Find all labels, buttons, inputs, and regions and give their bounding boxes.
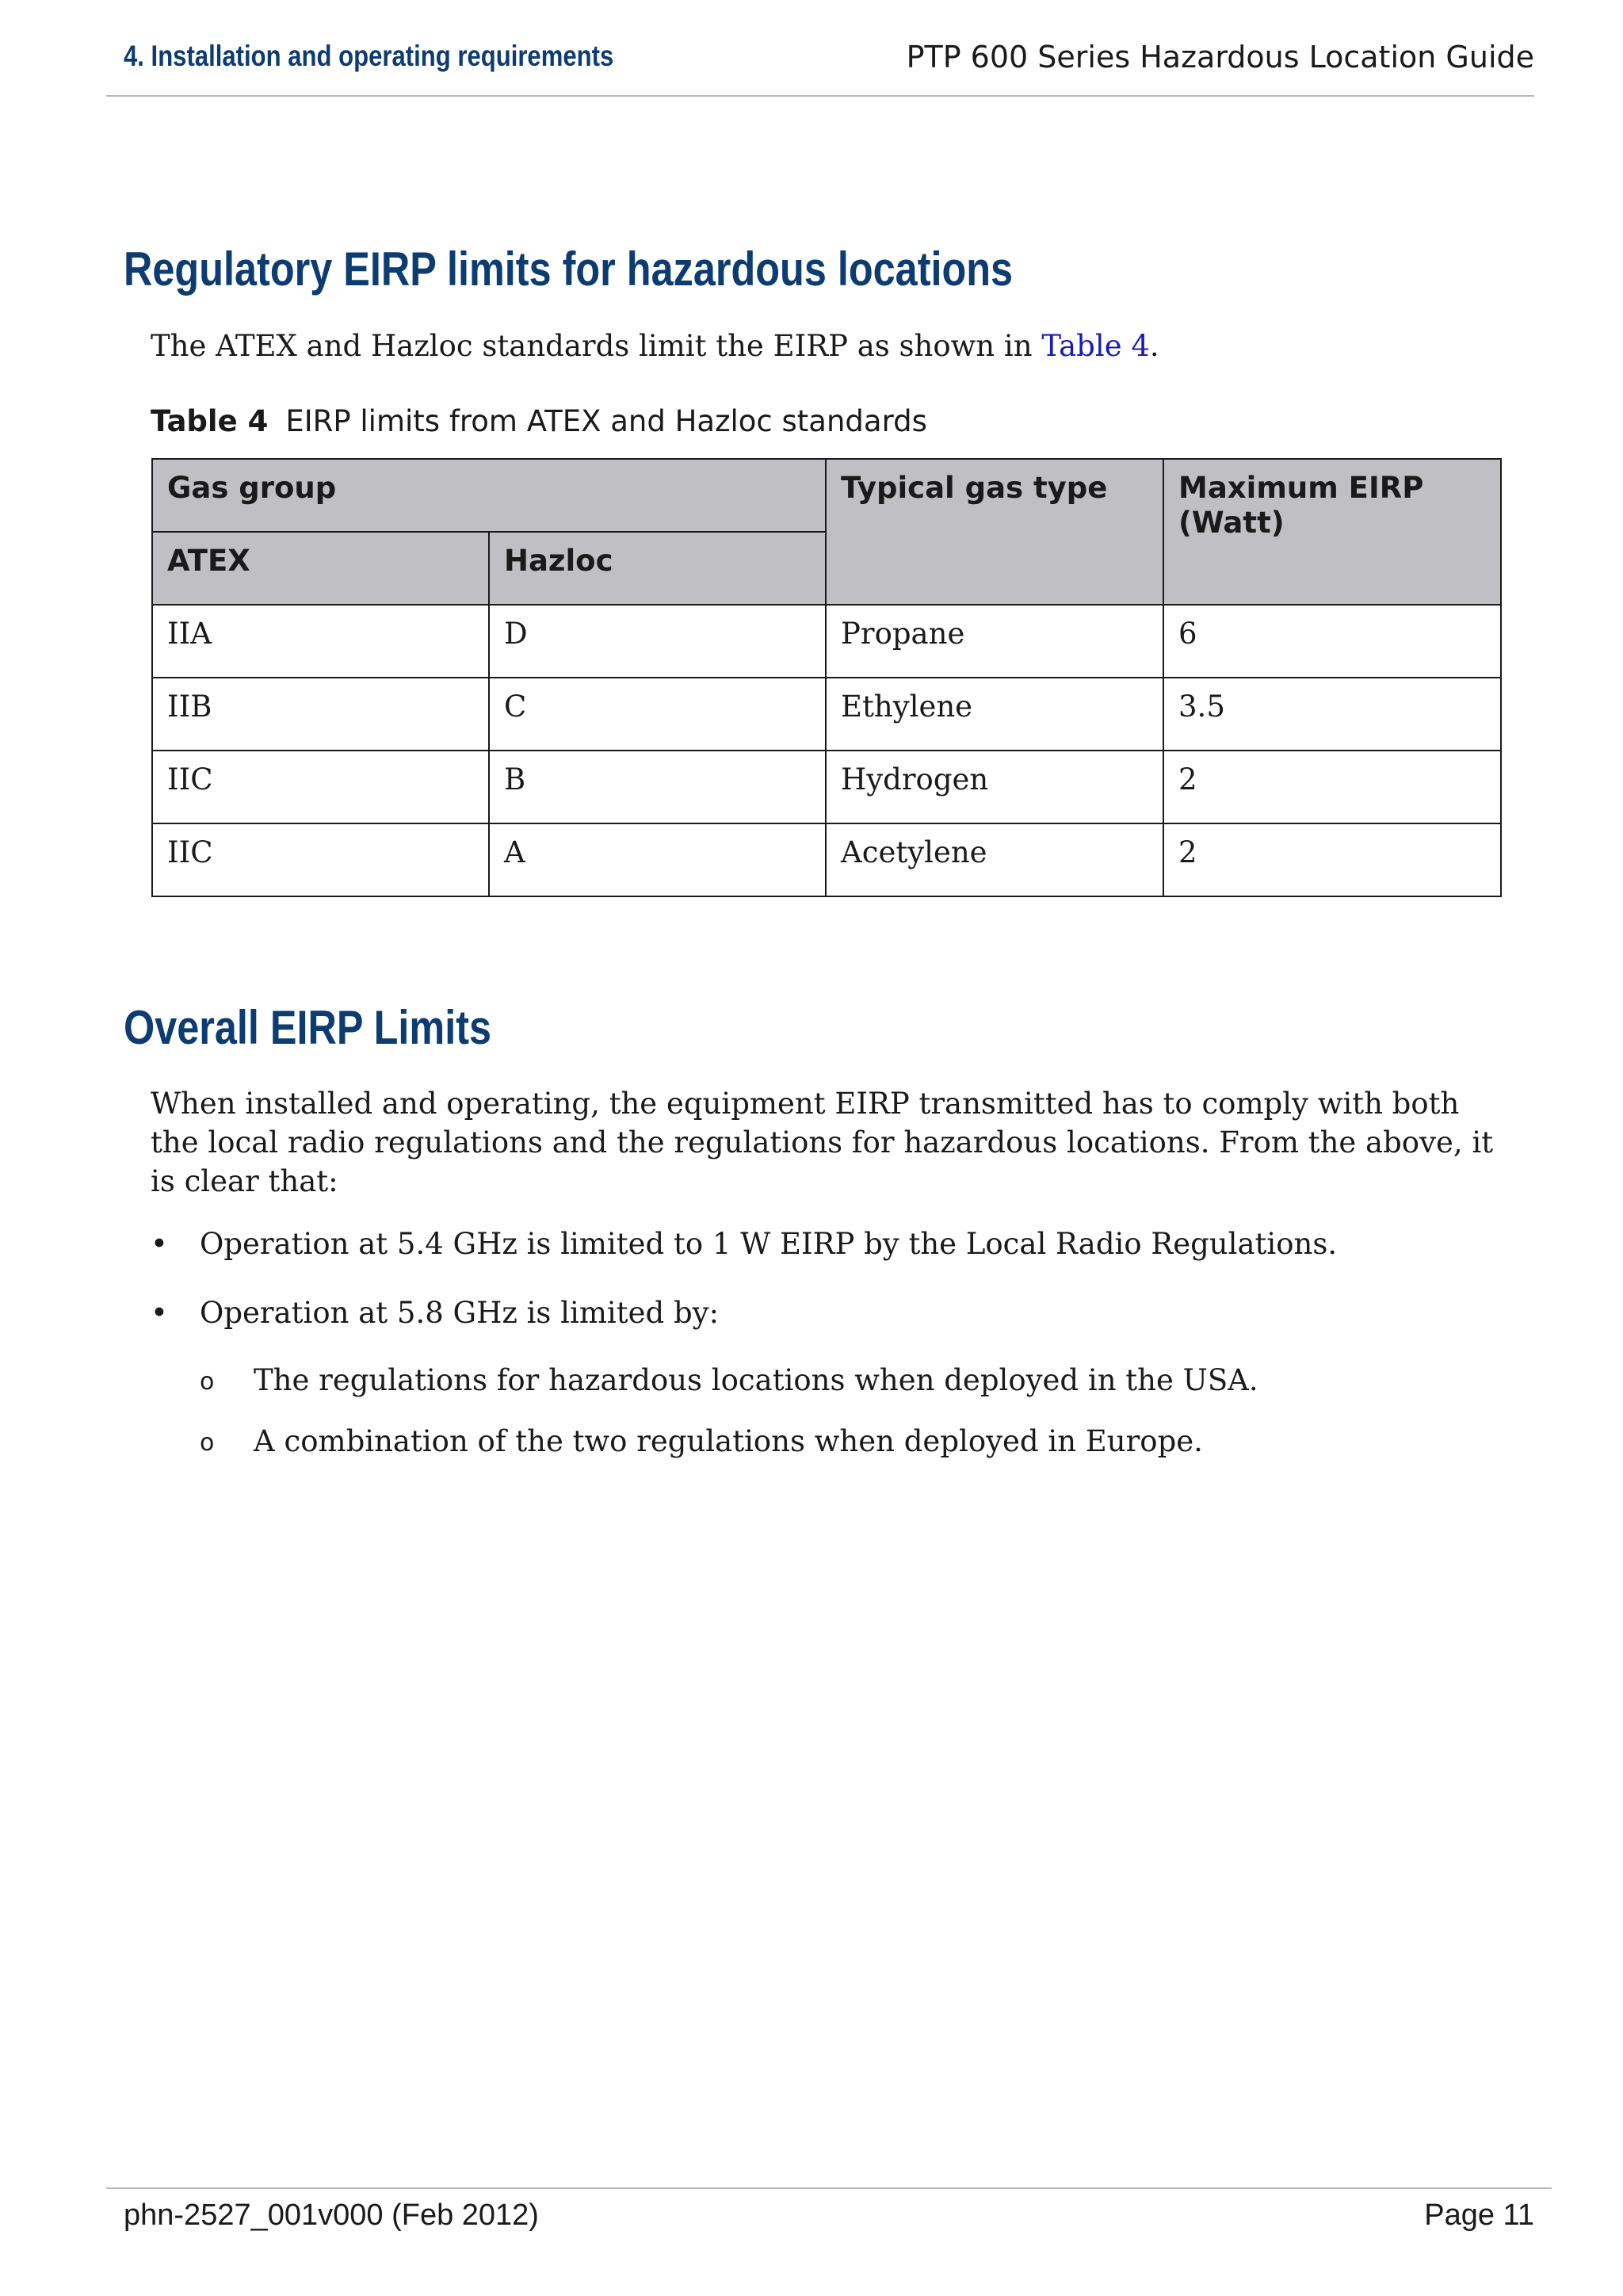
intro-text: The ATEX and Hazloc standards limit the EIRP as shown in bbox=[151, 329, 1042, 363]
sub-bullet-text: The regulations for hazardous locations when deployed in the USA. bbox=[254, 1363, 1258, 1397]
overall-paragraph: When installed and operating, the equipment EIRP transmitted has to comply with both the local radio regulations and the regulations for hazardous locations. From the above, it is clear that: bbox=[151, 1087, 1494, 1198]
table-row bbox=[152, 605, 1501, 678]
header-hazloc: Hazloc bbox=[489, 532, 826, 605]
header-gas-group: Gas group bbox=[152, 459, 826, 532]
sub-bullet-text: A combination of the two regulations when deployed in Europe. bbox=[254, 1424, 1203, 1458]
cell-gas-type: Acetylene bbox=[826, 823, 1163, 896]
cell-atex: IIC bbox=[152, 751, 489, 823]
page-footer bbox=[106, 2187, 1552, 2252]
table-caption bbox=[151, 404, 927, 438]
header-max-eirp: Maximum EIRP (Watt) bbox=[1163, 459, 1501, 605]
intro-text-end: . bbox=[1149, 329, 1159, 363]
table-4-link[interactable]: Table 4 bbox=[1041, 329, 1150, 363]
sub-bullet-list bbox=[200, 1361, 1337, 1461]
header-guide-title: PTP 600 Series Hazardous Location Guide bbox=[906, 40, 1534, 74]
cell-gas-type: Hydrogen bbox=[826, 751, 1163, 823]
bullet-list bbox=[151, 1224, 1337, 1491]
cell-hazloc: A bbox=[489, 823, 826, 896]
cell-max-eirp: 2 bbox=[1163, 751, 1501, 823]
page-header bbox=[106, 33, 1534, 97]
table-row bbox=[152, 823, 1501, 896]
list-item bbox=[151, 1293, 1337, 1461]
table-caption-label: Table 4 bbox=[151, 404, 269, 438]
section-heading-overall: Overall EIRP Limits bbox=[124, 1001, 492, 1054]
cell-max-eirp: 3.5 bbox=[1163, 678, 1501, 751]
table-row bbox=[152, 678, 1501, 751]
section-heading-regulatory: Regulatory EIRP limits for hazardous locations bbox=[124, 243, 1014, 296]
cell-max-eirp: 2 bbox=[1163, 823, 1501, 896]
header-section-title: 4. Installation and operating requirements bbox=[124, 40, 614, 72]
header-atex: ATEX bbox=[152, 532, 489, 605]
list-item bbox=[200, 1361, 1337, 1400]
table-row bbox=[152, 751, 1501, 823]
cell-atex: IIC bbox=[152, 823, 489, 896]
footer-doc-id: phn-2527_001v000 (Feb 2012) bbox=[124, 2199, 539, 2232]
bullet-dot-icon: • bbox=[151, 1227, 168, 1261]
cell-hazloc: B bbox=[489, 751, 826, 823]
list-item bbox=[151, 1224, 1337, 1263]
bullet-dot-icon: • bbox=[151, 1296, 168, 1330]
list-item bbox=[200, 1422, 1337, 1461]
cell-atex: IIA bbox=[152, 605, 489, 678]
intro-paragraph bbox=[151, 327, 1159, 365]
footer-page-number: Page 11 bbox=[1424, 2199, 1534, 2232]
cell-hazloc: C bbox=[489, 678, 826, 751]
table-caption-text: EIRP limits from ATEX and Hazloc standards bbox=[285, 404, 927, 438]
cell-gas-type: Propane bbox=[826, 605, 1163, 678]
bullet-text: Operation at 5.8 GHz is limited by: bbox=[200, 1296, 720, 1330]
bullet-circle-icon: o bbox=[200, 1368, 215, 1396]
cell-hazloc: D bbox=[489, 605, 826, 678]
bullet-text: Operation at 5.4 GHz is limited to 1 W EIRP by the Local Radio Regulations. bbox=[200, 1227, 1338, 1261]
cell-max-eirp: 6 bbox=[1163, 605, 1501, 678]
header-typical-gas-type: Typical gas type bbox=[826, 459, 1163, 605]
cell-gas-type: Ethylene bbox=[826, 678, 1163, 751]
bullet-circle-icon: o bbox=[200, 1429, 215, 1457]
eirp-limits-table bbox=[151, 458, 1502, 897]
cell-atex: IIB bbox=[152, 678, 489, 751]
